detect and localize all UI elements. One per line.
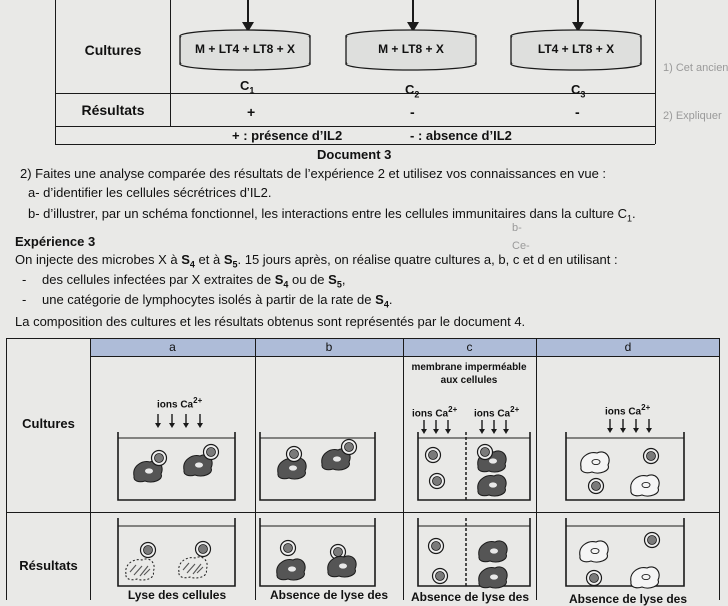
experience-3-line2: La composition des cultures et les résultats obtenus sont représentés par le document 4. [15, 314, 526, 329]
ions-label-d: ions $Ca^{2+}$ [605, 403, 651, 418]
column-header-b: b [325, 340, 333, 354]
document-3-caption: Document 3 [317, 147, 392, 162]
result-c3: - [575, 104, 580, 120]
culture-1-composition: M + LT4 + LT8 + X [195, 42, 295, 56]
legend-presence: + : présence d’IL2 [232, 128, 343, 143]
culture-2-composition: M + LT8 + X [378, 42, 444, 56]
result-text-a: Lyse des cellules [127, 588, 227, 602]
result-c1: + [247, 104, 256, 120]
experience-3-line1: On injecte des microbes X à $S_4$ et à $S_5$. 15 jours après, on réalise quatre cultures a, b, c et d en utilisant : [15, 252, 618, 270]
faint-text: 1) Cet ancien [663, 62, 728, 74]
result-c2: - [410, 104, 415, 120]
culture-id-c2: $C_2$ [405, 82, 420, 100]
result-text-d: Absence de lyse des [568, 592, 688, 606]
row-label-resultats: Résultats [19, 557, 78, 573]
experience-3-bullet-2: - une catégorie de lymphocytes isolés à partir de la rate de $S_4$. [22, 292, 393, 310]
ions-label-a: ions $Ca^{2+}$ [157, 396, 203, 411]
faint-text: Ce- [512, 240, 530, 252]
ions-label-c-left: ions $Ca^{2+}$ [412, 405, 458, 420]
result-text-b: Absence de lyse des [269, 588, 389, 602]
row-label-cultures: Cultures [22, 415, 75, 431]
question-2-intro: 2) Faites une analyse comparée des résultats de l’expérience 2 et utilisez vos connaissances en vue : [20, 166, 607, 181]
culture-id-c3: $C_3$ [571, 82, 586, 100]
column-header-a: a [169, 340, 176, 354]
question-2-a: a- d’identifier les cellules sécrétrices d’IL2. [28, 185, 272, 200]
experience-3-title: Expérience 3 [15, 234, 96, 249]
culture-id-c1: $C_1$ [240, 78, 255, 96]
membrane-label: membrane imperméable aux cellules [411, 362, 527, 386]
experience-3-bullet-1: - des cellules infectées par X extraites de $S_4$ ou de $S_5$, [22, 272, 346, 290]
result-text-c: Absence de lyse des [410, 590, 530, 604]
column-header-d: d [624, 340, 632, 354]
ions-label-c-right: ions $Ca^{2+}$ [474, 405, 520, 420]
faint-text: 2) Expliquer [663, 110, 722, 122]
faint-text: b- [512, 222, 522, 234]
row-label-cultures: Cultures [84, 42, 142, 58]
question-2-b: b- d’illustrer, par un schéma fonctionnel, les interactions entre les cellules immunitaires dans la culture $C_1$. [28, 206, 636, 224]
row-label-resultats: Résultats [81, 102, 145, 118]
legend-absence: - : absence d’IL2 [410, 128, 512, 143]
column-header-c: c [466, 340, 473, 354]
culture-3-composition: LT4 + LT8 + X [537, 42, 615, 56]
